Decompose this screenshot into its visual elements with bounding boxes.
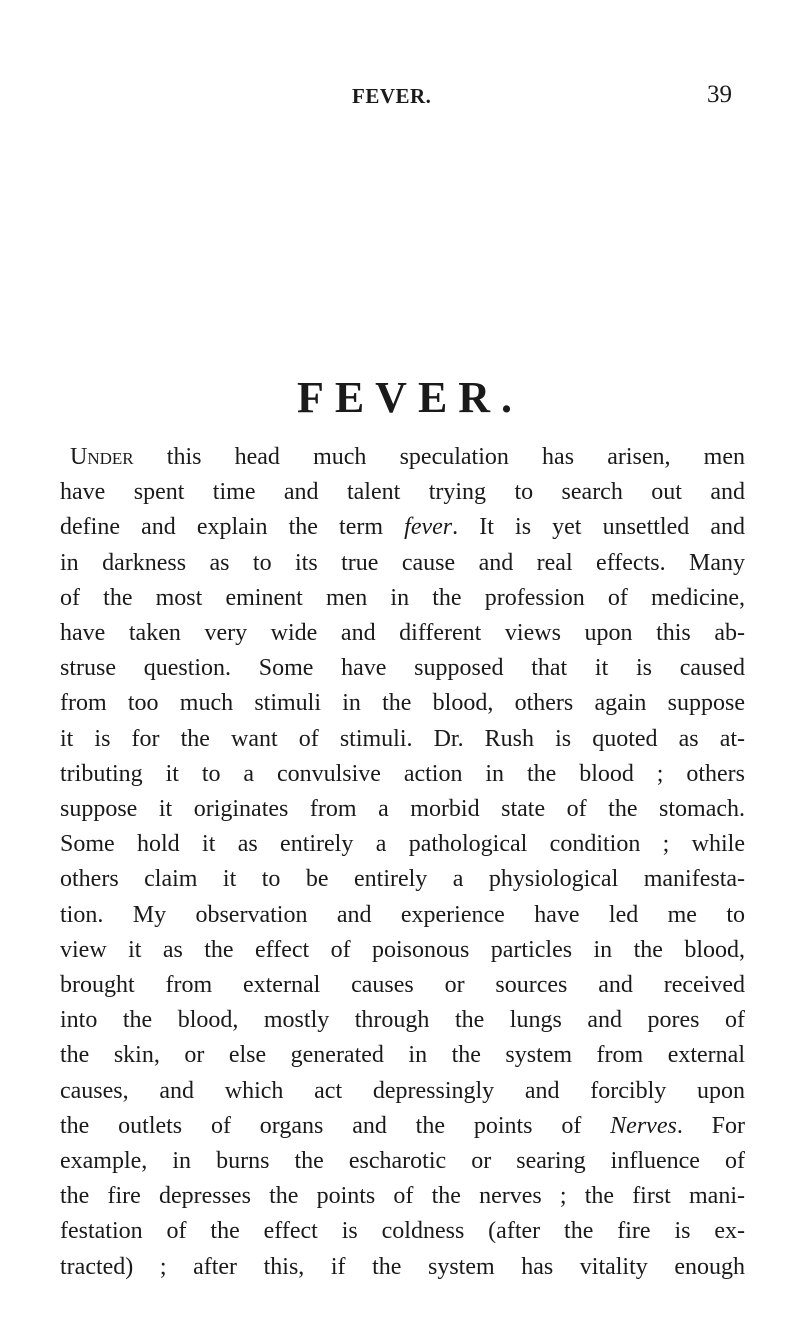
lead-word: Under — [70, 444, 134, 470]
text-line-10: tributing it to a convulsive action in the blood ; others — [60, 760, 745, 787]
italic-term-nerves: Nerves — [610, 1112, 677, 1139]
text-line-17: into the blood, mostly through the lungs and pores of — [60, 1007, 745, 1034]
chapter-title: FEVER. — [296, 373, 524, 422]
italic-term-fever: fever — [404, 514, 453, 541]
text-line-11: suppose it originates from a morbid state of the stomach. — [60, 796, 745, 823]
text-line-22: the fire depresses the points of the nerves ; the first mani- — [60, 1183, 745, 1210]
text-line-5: of the most eminent men in the profession of medicine, — [60, 584, 745, 611]
body-paragraph — [60, 440, 745, 1285]
text-line-6: have taken very wide and different views upon this ab- — [60, 620, 745, 647]
text-line-8: from too much stimuli in the blood, others again suppose — [60, 690, 745, 717]
text-line-2: have spent time and talent trying to search out and — [60, 479, 745, 506]
text-line-1: Under this head much speculation has arisen, men — [70, 444, 745, 470]
running-title: FEVER. — [352, 84, 432, 108]
text-line-18: the skin, or else generated in the system from external — [60, 1042, 745, 1069]
text-line-16: brought from external causes or sources and received — [60, 972, 745, 999]
text-line-4: in darkness as to its true cause and real effects. Many — [60, 549, 745, 576]
text-line-20: the outlets of organs and the points of Nerves. For — [60, 1112, 746, 1139]
text-line-23: festation of the effect is coldness (after the fire is ex- — [60, 1218, 745, 1245]
text-line-15: view it as the effect of poisonous particles in the blood, — [60, 936, 745, 963]
text-line-14: tion. My observation and experience have led me to — [60, 901, 745, 928]
text-line-12: Some hold it as entirely a pathological condition ; while — [60, 831, 745, 858]
text-line-13: others claim it to be entirely a physiological manifesta- — [60, 866, 745, 893]
text-line-9: it is for the want of stimuli. Dr. Rush is quoted as at- — [60, 725, 745, 752]
text-line-3: define and explain the term fever. It is yet unsettled and — [60, 514, 745, 541]
text-line-24: tracted) ; after this, if the system has vitality enough — [60, 1253, 745, 1280]
running-header — [0, 81, 800, 114]
text-line-7: struse question. Some have supposed that it is caused — [60, 655, 745, 682]
text-line-21: example, in burns the escharotic or searing influence of — [60, 1148, 745, 1175]
text-line-19: causes, and which act depressingly and forcibly upon — [60, 1077, 745, 1104]
page-number: 39 — [707, 81, 732, 108]
